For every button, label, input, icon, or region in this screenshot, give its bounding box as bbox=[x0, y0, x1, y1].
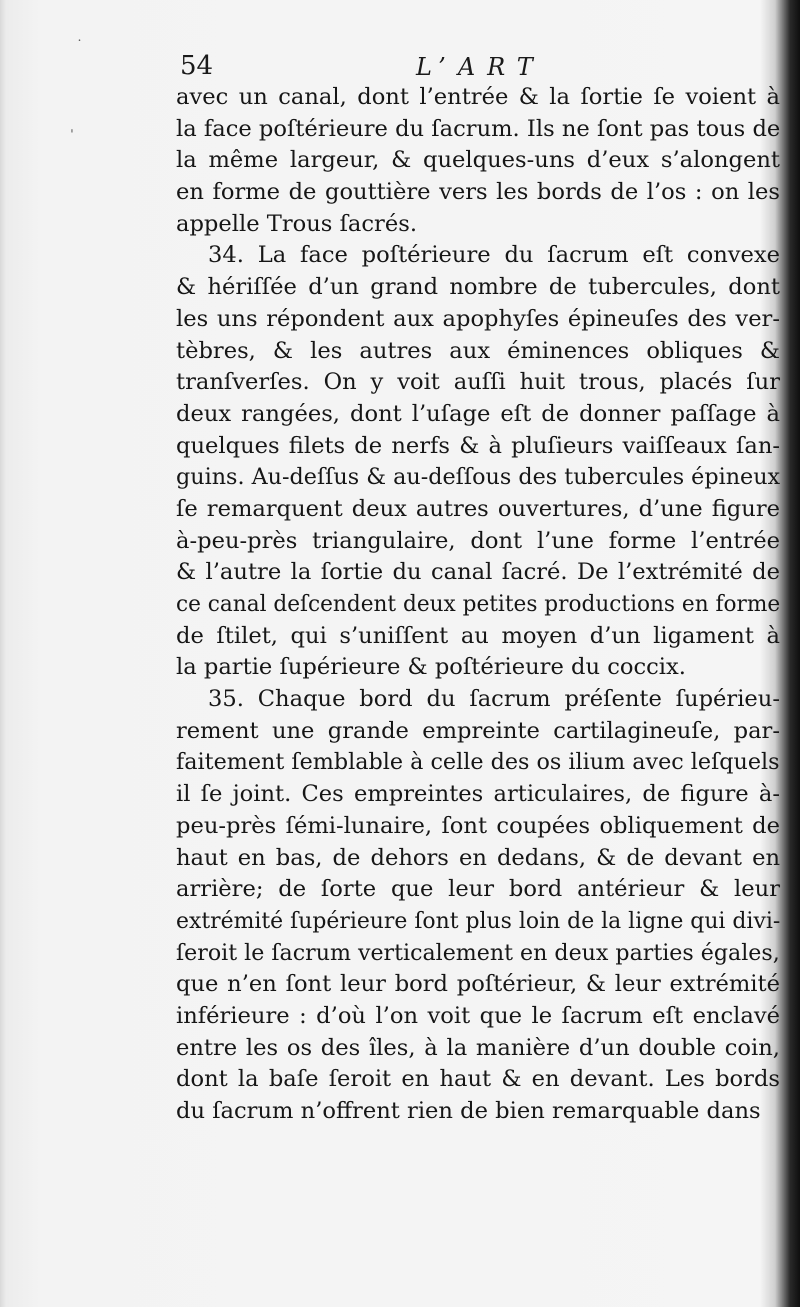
text-line: haut en bas, de dehors en dedans, & de devant en bbox=[176, 844, 780, 871]
text-line: les uns répondent aux apophyſes épineuſes des ver- bbox=[176, 305, 780, 332]
text-line: & hériſſée d’un grand nombre de tubercules, dont bbox=[176, 274, 780, 301]
text-line: de ſtilet, qui s’uniſſent au moyen d’un ligament à bbox=[176, 622, 780, 649]
text-line: 35. Chaque bord du ſacrum préſente ſupérieu- bbox=[208, 686, 780, 713]
text-line: dont la baſe ſeroit en haut & en devant. Les bords bbox=[176, 1066, 780, 1093]
text-line: rement une grande empreinte cartilagineuſe, par- bbox=[176, 717, 780, 744]
paper-speck: ˙ bbox=[76, 38, 83, 54]
text-line: faitement ſemblable à celle des os ilium avec leſquels bbox=[176, 749, 780, 776]
show-through-texture bbox=[95, 220, 185, 740]
text-line: deux rangées, dont l’uſage eſt de donner paſſage à bbox=[176, 400, 780, 427]
text-line: ce canal deſcendent deux petites productions en forme bbox=[176, 591, 781, 617]
text-line: tèbres, & les autres aux éminences obliques & bbox=[176, 337, 780, 364]
body-text bbox=[176, 82, 780, 1128]
text-line: arrière; de ſorte que leur bord antérieur & leur bbox=[176, 876, 780, 903]
text-line: à-peu-près triangulaire, dont l’une forme l’entrée bbox=[176, 527, 780, 554]
text-line: 34. La face poſtérieure du ſacrum eſt convexe bbox=[208, 242, 780, 269]
text-line: que n’en ſont leur bord poſtérieur, & leur extrémité bbox=[176, 971, 780, 998]
paper-speck: ˈ bbox=[70, 128, 74, 144]
text-line: la face poſtérieure du ſacrum. Ils ne ſont pas tous de bbox=[176, 115, 781, 142]
text-line: appelle Trous ſacrés. bbox=[176, 210, 418, 237]
text-line: en forme de gouttière vers les bords de l’os : on les bbox=[176, 179, 780, 206]
text-line: tranſverſes. On y voit auſſi huit trous, placés ſur bbox=[176, 369, 780, 396]
running-head: L’ART bbox=[416, 53, 545, 81]
text-line: la même largeur, & quelques-uns d’eux s’alongent bbox=[176, 147, 780, 174]
text-line: il ſe joint. Ces empreintes articulaires, de figure à- bbox=[176, 781, 780, 808]
text-line: du ſacrum n’offrent rien de bien remarquable dans bbox=[176, 1098, 761, 1124]
text-line: peu-près ſémi-lunaire, ſont coupées obliquement de bbox=[176, 812, 780, 839]
text-line: la partie ſupérieure & poſtérieure du coccix. bbox=[176, 654, 686, 681]
page-number: 54 bbox=[180, 51, 214, 81]
text-line: ſeroit le ſacrum verticalement en deux parties égales, bbox=[176, 939, 780, 966]
text-line: guins. Au-deſſus & au-deſſous des tubercules épineux bbox=[176, 464, 781, 491]
text-line: inférieure : d’où l’on voit que le ſacrum eſt enclavé bbox=[176, 1002, 780, 1029]
text-line: avec un canal, dont l’entrée & la ſortie ſe voient à bbox=[176, 84, 780, 110]
text-line: ſe remarquent deux autres ouvertures, d’une figure bbox=[176, 495, 780, 522]
page-header bbox=[180, 49, 790, 83]
text-line: quelques filets de nerfs & à pluſieurs vaiſſeaux ſan- bbox=[176, 432, 780, 459]
text-line: extrémité ſupérieure ſont plus loin de la ligne qui divi- bbox=[176, 907, 781, 934]
text-line: & l’autre la ſortie du canal ſacré. De l’extrémité de bbox=[176, 559, 780, 586]
text-line: entre les os des îles, à la manière d’un double coin, bbox=[176, 1034, 780, 1061]
